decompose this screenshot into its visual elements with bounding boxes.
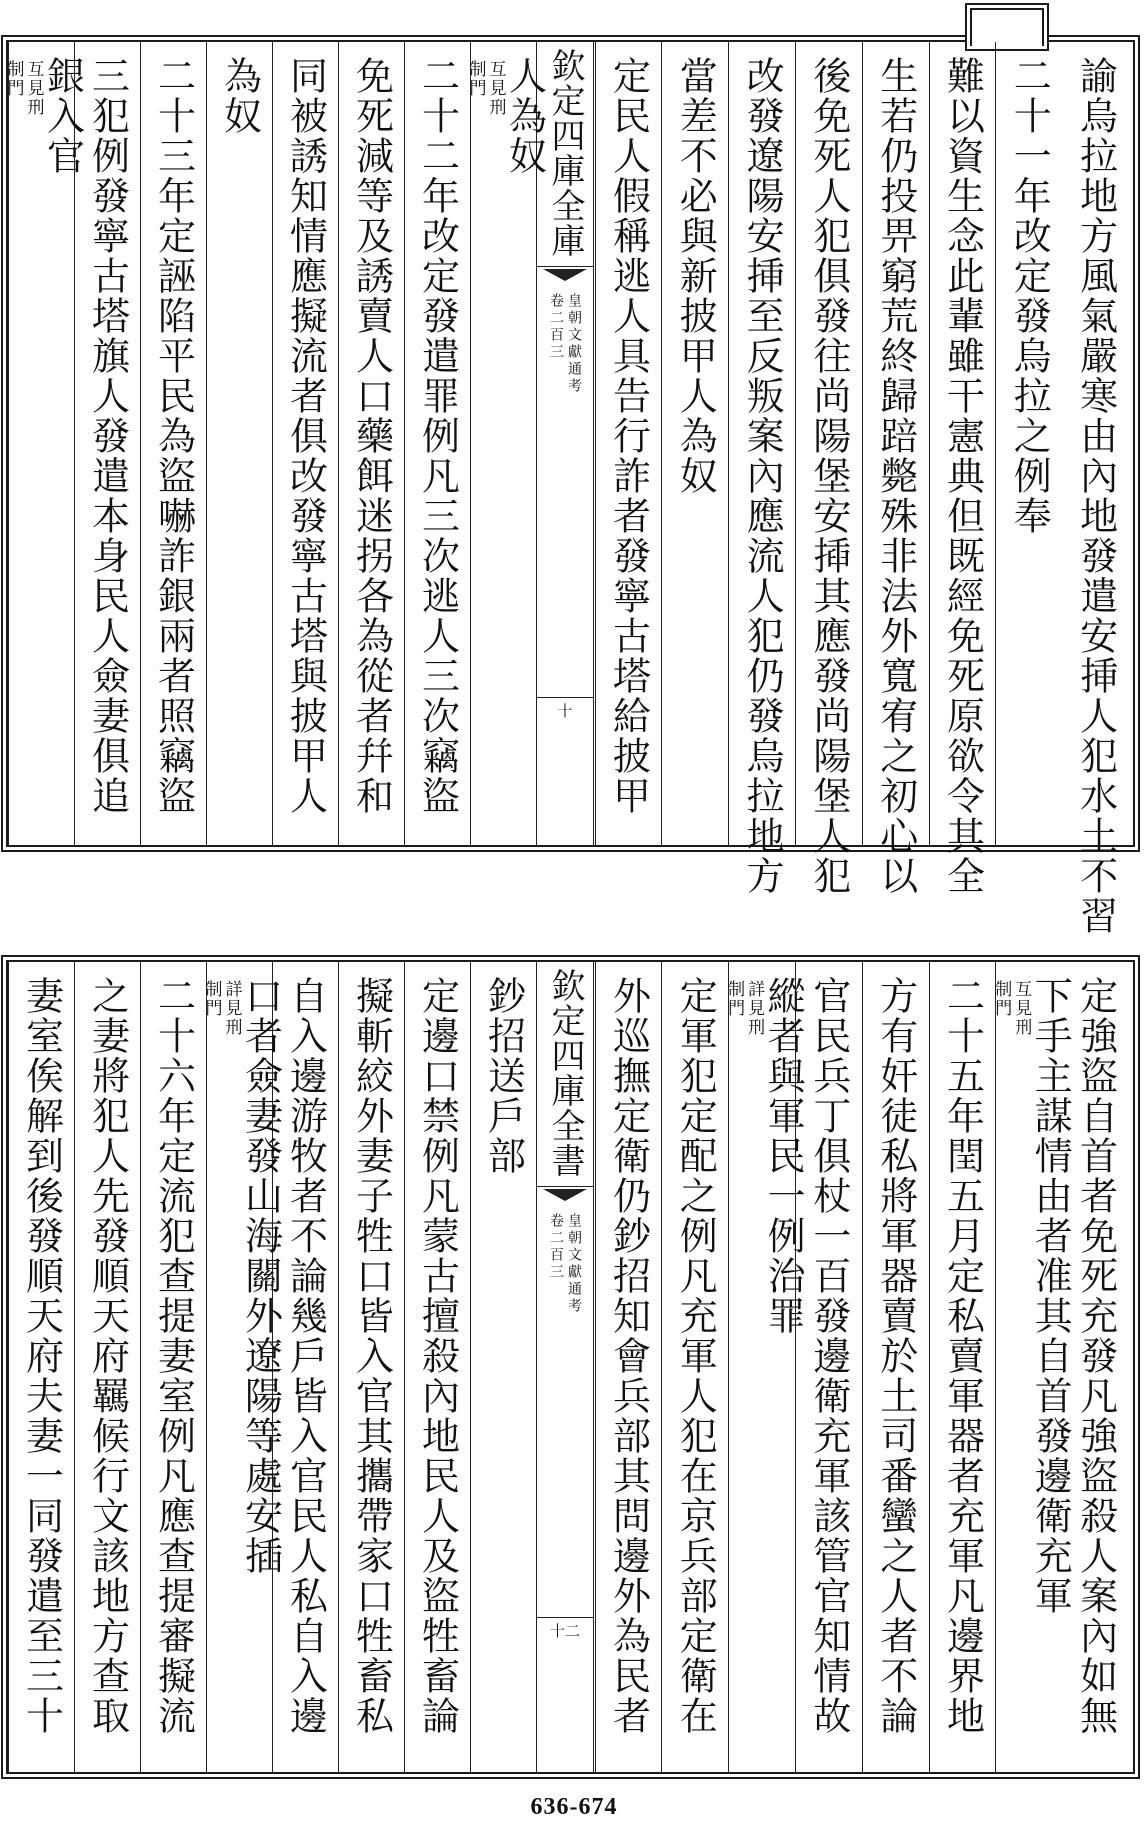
annotation-note: 制門 <box>201 980 222 1018</box>
column-text: 之妻將犯人先發順天府羈候行文該地方查取 <box>85 976 130 1736</box>
text-column <box>862 42 929 896</box>
column-text: 官民兵丁俱杖一百發邊衛充軍該管官知情故 <box>806 976 851 1736</box>
column-text: 人為奴 <box>502 56 547 176</box>
annotation-note: 互見刑 <box>23 60 44 117</box>
text-column <box>140 962 206 1772</box>
text-column <box>465 42 547 845</box>
text-column <box>338 42 404 845</box>
column-text: 縱者與軍民一例治罪 <box>761 976 806 1336</box>
annotation-note: 制門 <box>465 60 486 98</box>
spine-page-number: 十二 <box>537 1617 593 1641</box>
column-text: 為奴 <box>217 56 262 136</box>
text-column <box>795 42 862 896</box>
raised-heading-tab <box>970 8 1044 46</box>
text-column <box>595 42 662 845</box>
text-column <box>74 962 140 1772</box>
column-text: 改發遼陽安挿至反叛案內應流人犯仍發烏拉地方 <box>740 56 785 896</box>
text-column <box>338 962 404 1772</box>
spine-volume: 卷二百三 <box>548 1213 564 1281</box>
text-column <box>206 42 272 845</box>
fishtail-mark <box>537 266 593 287</box>
column-text: 生若仍投畀窮荒終歸踣斃殊非法外寬宥之初心以 <box>873 56 918 896</box>
column-text: 二十五年閏五月定私賣軍器者充軍凡邊界地 <box>940 976 985 1736</box>
text-column <box>470 962 536 1772</box>
column-text: 妻室俟解到後發順天府夫妻一同發遣至三十 <box>19 976 64 1736</box>
column-text: 同被誘知情應擬流者俱改發寧古塔與披甲人 <box>283 56 328 816</box>
annotation-note: 制門 <box>3 60 24 98</box>
text-column <box>8 962 74 1772</box>
text-column <box>1062 962 1129 1772</box>
annotation-note: 詳見刑 <box>744 980 765 1037</box>
annotation-note: 互見刑 <box>1011 980 1032 1037</box>
text-column <box>929 962 996 1772</box>
column-text: 三犯例發寧古塔旗人發遣本身民人僉妻俱追 <box>85 56 130 816</box>
column-text: 定強盜自首者免死充發凡強盜殺人案內如無 <box>1073 976 1118 1736</box>
text-column <box>724 962 806 1772</box>
column-text: 二十六年定流犯查提妻室例凡應查提審擬流 <box>151 976 196 1736</box>
spine-title: 欽定四庫全庫 <box>545 48 585 258</box>
text-column <box>929 42 996 896</box>
text-column <box>272 42 338 845</box>
text-column <box>404 42 470 845</box>
column-text: 二十三年定誣陷平民為盜嚇詐銀兩者照竊盜 <box>151 56 196 816</box>
text-column <box>995 42 1062 845</box>
annotation-note: 制門 <box>724 980 745 1018</box>
spine-volume: 卷二百三 <box>548 293 564 361</box>
top-page-panel <box>3 40 1135 936</box>
text-column <box>595 962 662 1772</box>
annotation-note: 詳見刑 <box>221 980 242 1037</box>
text-column <box>1062 42 1129 936</box>
column-text: 方有奸徒私將軍器賣於土司番蠻之人者不論 <box>873 976 918 1736</box>
text-column <box>661 42 728 845</box>
column-text: 諭烏拉地方風氣嚴寒由內地發遣安挿人犯水土不習 <box>1073 56 1118 936</box>
bottom-spine <box>536 962 594 1772</box>
column-text: 後免死人犯俱發往尚陽堡安揷其應發尚陽堡人犯 <box>806 56 851 896</box>
text-column <box>661 962 728 1772</box>
annotation-note: 制門 <box>991 980 1012 1018</box>
column-text: 鈔招送戶部 <box>481 976 526 1176</box>
column-text: 定軍犯定配之例凡充軍人犯在京兵部定衛在 <box>673 976 718 1736</box>
text-column <box>991 962 1073 1772</box>
text-column <box>201 962 283 1772</box>
column-text: 口者僉妻發山海關外遼陽等處安插 <box>238 976 283 1576</box>
column-text: 當差不必與新披甲人為奴 <box>673 56 718 496</box>
spine-page-number: 十 <box>537 697 593 721</box>
column-text: 外巡撫定衛仍鈔招知會兵部其問邊外為民者 <box>606 976 651 1736</box>
column-text: 難以資生念此輩雖干憲典但既經免死原欲令其全 <box>940 56 985 896</box>
text-column <box>795 962 862 1772</box>
column-text: 擬斬絞外妻子牲口皆入官其攜帶家口牲畜私 <box>349 976 394 1736</box>
column-text: 二十一年改定發烏拉之例奉 <box>1007 56 1052 536</box>
spine-book-title: 皇朝文獻通考 <box>566 1213 582 1315</box>
text-column <box>3 42 85 845</box>
column-text: 二十二年改定發遣罪例凡三次逃人三次竊盜 <box>415 56 460 816</box>
column-text: 自入邊游牧者不論幾戶皆入官民人私自入邊 <box>283 976 328 1736</box>
spine-title: 欽定四庫全書 <box>545 968 585 1178</box>
annotation-note: 互見刑 <box>485 60 506 117</box>
text-column <box>404 962 470 1772</box>
text-column <box>862 962 929 1772</box>
text-column <box>140 42 206 845</box>
spine-book-title: 皇朝文獻通考 <box>566 293 582 395</box>
column-text: 下手主謀情由者准其自首發邊衛充軍 <box>1028 976 1073 1616</box>
text-column <box>728 42 795 896</box>
bottom-page-panel <box>6 960 1135 1774</box>
page-number: 636-674 <box>530 1794 618 1820</box>
fishtail-mark <box>537 1186 593 1207</box>
column-text: 銀入官 <box>40 56 85 176</box>
column-text: 定民人假稱逃人具告行詐者發寧古塔給披甲 <box>606 56 651 816</box>
column-text: 定邊口禁例凡蒙古擅殺內地民人及盜牲畜論 <box>415 976 460 1736</box>
column-text: 免死減等及誘賣人口藥餌迷拐各為從者幷和 <box>349 56 394 816</box>
